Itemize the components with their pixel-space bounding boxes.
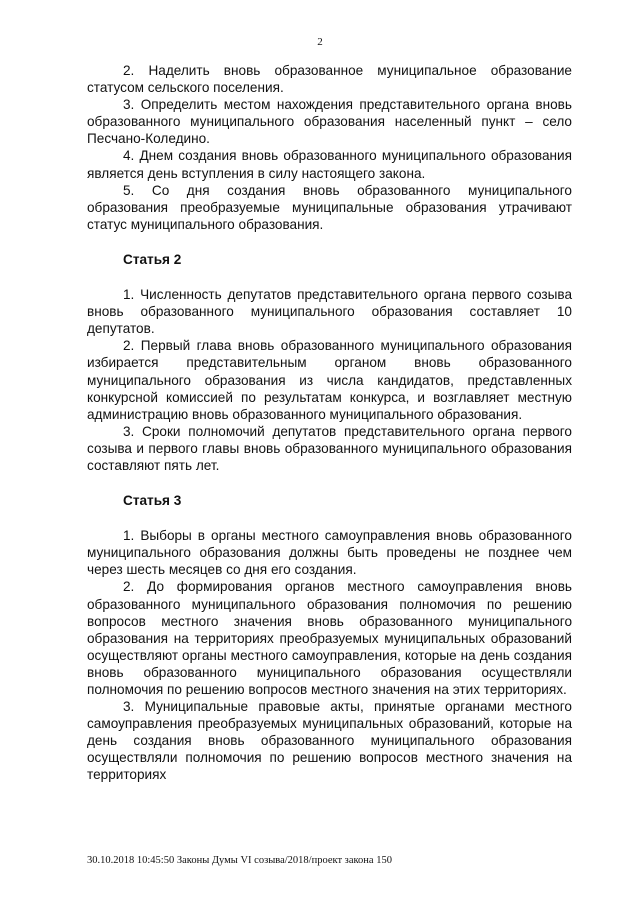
paragraph-article2-item-1: 1. Численность депутатов представительного органа первого созыва вновь образованного муниципального образования составляет 10 депутатов. <box>87 287 572 337</box>
paragraph-article3-item-1: 1. Выборы в органы местного самоуправления вновь образованного муниципального образования должны быть проведены не позднее чем через шесть месяцев со дня его создания. <box>87 528 572 578</box>
paragraph-article3-item-2: 2. До формирования органов местного самоуправления вновь образованного муниципального образования полномочия по решению вопросов местного значения вновь образованного муниципального образования на территориях преобразуемых муниципальных образований осуществляют органы местного самоуправления, которые на день создания вновь образованного муниципального образования осуществляли полномочия по решению вопросов местного значения на этих территориях. <box>87 579 572 697</box>
footer-document-stamp: 30.10.2018 10:45:50 Законы Думы VI созыва/2018/проект закона 150 <box>87 855 392 866</box>
paragraph-item-4: 4. Днем создания вновь образованного муниципального образования является день вступления в силу настоящего закона. <box>87 148 572 181</box>
article-3-heading: Статья 3 <box>123 493 182 509</box>
paragraph-article3-item-3: 3. Муниципальные правовые акты, принятые органами местного самоуправления преобразуемых муниципальных образований, которые на день создания вновь образованного муниципального образования осуществляли полномочия по решению вопросов местного значения на территориях <box>87 699 572 783</box>
page-number: 2 <box>317 36 323 48</box>
article-2-heading: Статья 2 <box>123 251 182 267</box>
paragraph-article2-item-3: 3. Сроки полномочий депутатов представительного органа первого созыва и первого главы вновь образованного муниципального образования составляют пять лет. <box>87 423 572 473</box>
paragraph-item-3: 3. Определить местом нахождения представительного органа вновь образованного муниципального образования населенный пункт – село Песчано-Коледино. <box>87 97 572 147</box>
paragraph-item-5: 5. Со дня создания вновь образованного муниципального образования преобразуемые муниципальные образования утрачивают статус муниципального образования. <box>87 182 572 232</box>
document-body <box>87 62 572 784</box>
paragraph-article2-item-2: 2. Первый глава вновь образованного муниципального образования избирается представительным органом вновь образованного муниципального образования из числа кандидатов, представленных конкурсной комиссией по результатам конкурса, и возглавляет местную администрацию вновь образованного муниципального образования. <box>87 338 572 422</box>
paragraph-item-2: 2. Наделить вновь образованное муниципальное образование статусом сельского поселения. <box>87 63 572 96</box>
